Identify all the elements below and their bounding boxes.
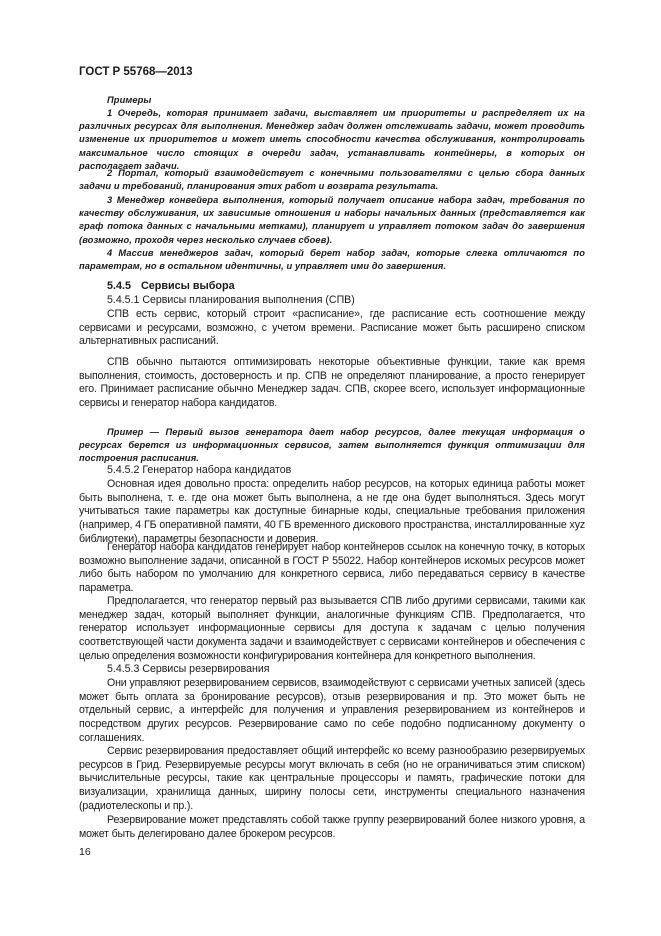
paragraph: Они управляют резервированием сервисов, взаимодействуют с сервисами учетных записей (здесь может быть оплата за бронирование ресурсов), отзыв резервирования и пр. Это может быть не отдельный сервис, а интерфейс для получения и управления резервированием из контейнеров и посредством других ресурсов. Резервирование само по себе подобно подписанному документу о соглашениях. (79, 677, 585, 744)
example-item: 1 Очередь, которая принимает задачи, выставляет им приоритеты и распределяет их на различных ресурсах для выполнения. Менеджер задач должен отслеживать задачи, может проводить изменение их приоритетов и может иметь способности качества обслуживания, контролировать максимальное число стоящих в очереди задач, устанавливать контейнеры, в которых он располагает задачи. (79, 108, 585, 171)
section-number: 5.4.5 (107, 280, 132, 292)
paragraph: Резервирование может представлять собой также группу резервирований более низкого уровня, а может быть делегировано далее брокером ресурсов. (79, 814, 585, 840)
subsection-heading: 5.4.5.2 Генератор набора кандидатов (107, 464, 292, 476)
example-item: 4 Массив менеджеров задач, который берет набор задач, которые слегка отличаются по параметрам, но в остальном идентичны, и управляет ими до завершения. (79, 248, 585, 272)
example-item: 3 Менеджер конвейера выполнения, который получает описание набора задач, требования по качеству обслуживания, их зависимые отношения и наборы начальных данных (представляется как граф потока данных с начальными метками), планирует и управляет потоком задач до завершения (возможно, проходя через несколько случаев сбоев). (79, 195, 585, 245)
page-number: 16 (79, 846, 91, 858)
example-note: Пример — Первый вызов генератора дает набор ресурсов, далее текущая информация о ресурсах берется из информационных сервисов, затем выполняется функция оптимизации для построения расписания. (79, 427, 585, 464)
section-title: Сервисы выбора (141, 280, 235, 292)
subsection-heading: 5.4.5.1 Сервисы планирования выполнения (СПВ) (107, 294, 355, 306)
paragraph: Предполагается, что генератор первый раз вызывается СПВ либо другими сервисами, такими как менеджер задач, который выполняет функции, аналогичные функциям СПВ. Предполагается, что генератор использует информационные сервисы для доступа к задачам с целью получения соответствующей части документа задачи и взаимодействует с сервисами контейнеров и обеспечения с целью определения возможности конфигурирования контейнера для конкретного выполнения. (79, 595, 585, 662)
section-heading (79, 280, 585, 292)
paragraph: СПВ обычно пытаются оптимизировать некоторые объективные функции, такие как время выполнения, стоимость, достоверность и пр. СПВ не определяют планирование, а просто генерирует его. Принимает расписание обычно Менеджер задач. СПВ, скорее всего, использует информационные сервисы и генератор набора кандидатов. (79, 356, 585, 410)
examples-title: Примеры (107, 95, 152, 105)
example-item: 2 Портал, который взаимодействует с конечными пользователями с целью сбора данных задачи и требований, планирования этих работ и возврата результата. (79, 168, 585, 192)
subsection-heading: 5.4.5.3 Сервисы резервирования (107, 663, 270, 675)
document-header: ГОСТ Р 55768—2013 (79, 66, 193, 78)
paragraph: Основная идея довольно проста: определить набор ресурсов, на которых единица работы может быть выполнена, т. е. где она может быть выполнена, а не где она будет выполняться. Здесь могут учитываться такие параметры как доступные бинарные коды, специальные требования приложения (например, 4 ГБ оперативной памяти, 40 ГБ временного дискового пространства, инсталлированные xyz библиотеки), параметры безопасности и доверия. (79, 478, 585, 545)
paragraph: СПВ есть сервис, который строит «расписание», где расписание есть соотношение между сервисами и ресурсами, возможно, с учетом времени. Расписание может быть расширено списком альтернативных расписаний. (79, 308, 585, 348)
paragraph: Генератор набора кандидатов генерирует набор контейнеров ссылок на конечную точку, в которых возможно выполнение задачи, описанной в ГОСТ Р 55022. Набор контейнеров искомых ресурсов может либо быть набором по умолчанию для конкретного сервиса, либо передаваться сервису в качестве параметра. (79, 541, 585, 595)
paragraph: Сервис резервирования предоставляет общий интерфейс ко всему разнообразию резервируемых ресурсов в Грид. Резервируемые ресурсы могут включать в себя (но не ограничиваться этим списком) вычислительные ресурсы, такие как центральные процессоры и память, графические потоки для визуализации, хранилища данных, ширину полосы сети, инструменты специального назначения (радиотелескопы и пр.). (79, 745, 585, 812)
